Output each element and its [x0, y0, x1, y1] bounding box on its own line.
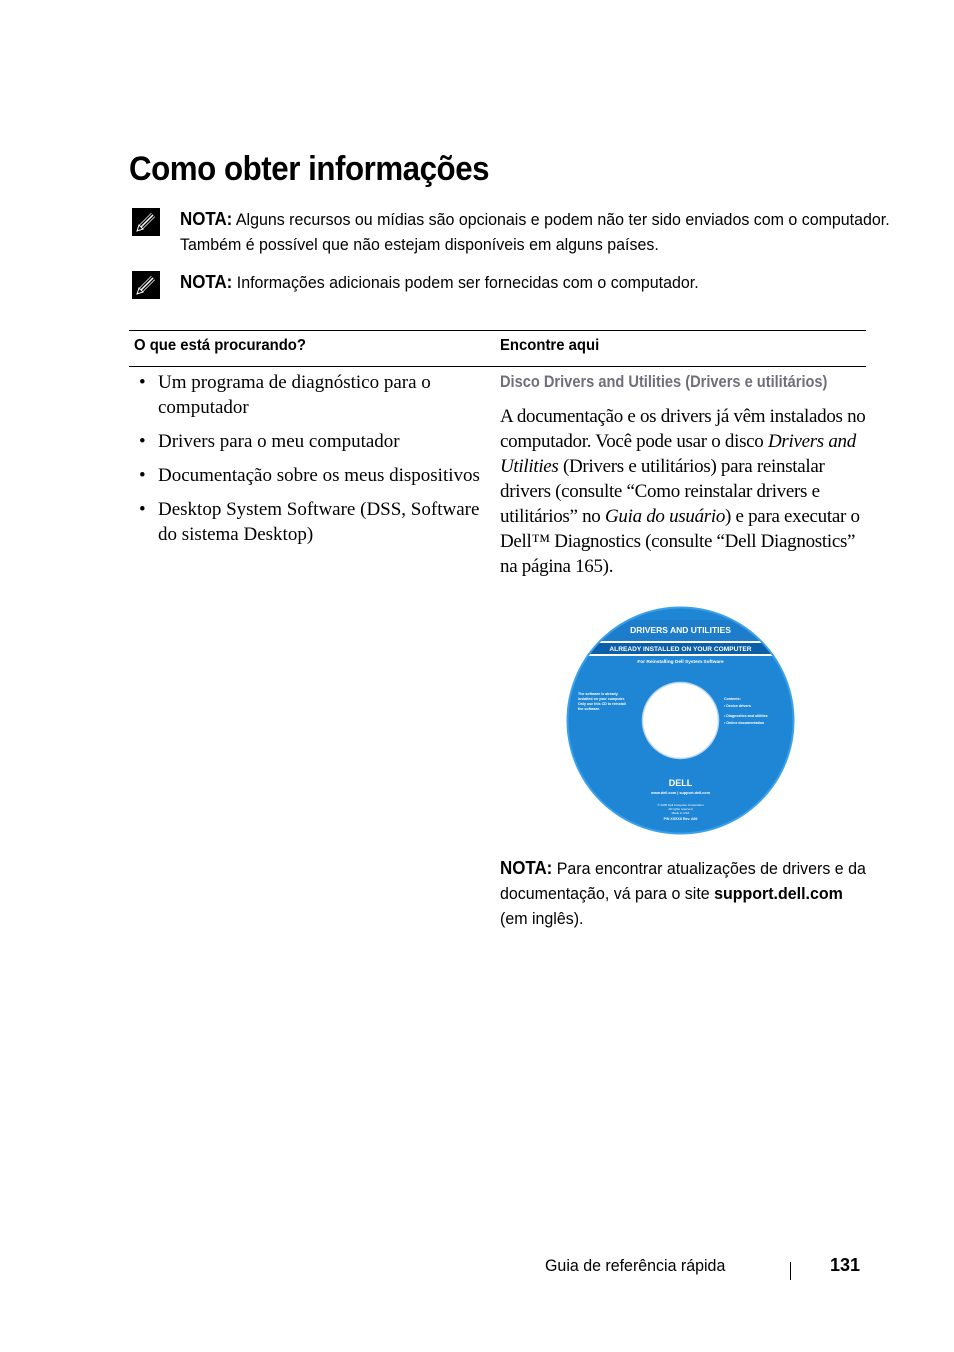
cd-description: A documentação e os drivers já vêm instalados no computador. Você pode usar o disco Drivers and Utilities (Drivers e utilitários) para reinstalar drivers (consulte “Como reinstalar drivers e utilitários” no Guia do usuário) e para executar o Dell™ Diagnostics (consulte “Dell Diagnostics” na página 165).	[500, 406, 866, 577]
pencil-note-icon	[131, 207, 161, 237]
support-site-link[interactable]: support.dell.com	[714, 884, 843, 903]
drivers-utilities-cd-image	[566, 606, 795, 835]
svg-text:• Online documentation: • Online documentation	[724, 721, 765, 725]
svg-text:Made in USA: Made in USA	[671, 811, 690, 815]
table-header-find-here: Encontre aqui	[500, 337, 600, 354]
list-item: • Desktop System Software (DSS, Software do sistema Desktop)	[139, 499, 480, 545]
svg-text:P/N XXXXX Rev. A00: P/N XXXXX Rev. A00	[663, 817, 698, 821]
svg-text:Only use this CD to reinstall: Only use this CD to reinstall	[578, 702, 626, 706]
table-header-looking-for: O que está procurando?	[134, 337, 306, 354]
cd-subheading: Disco Drivers and Utilities (Drivers e utilitários)	[500, 372, 828, 391]
table-top-rule	[129, 330, 866, 331]
cd-tagline-text: For Reinstalling Dell System Software	[637, 660, 724, 665]
svg-text:the software.: the software.	[578, 707, 601, 711]
pencil-note-icon	[131, 270, 161, 300]
cd-subtitle-text: ALREADY INSTALLED ON YOUR COMPUTER	[609, 646, 752, 653]
note-support-site: NOTA: Para encontrar atualizações de drivers e da documentação, vá para o site support.dell.com (em inglês).	[500, 858, 866, 928]
svg-text:www.dell.com | support.dell.co: www.dell.com | support.dell.com	[651, 791, 710, 795]
svg-text:All rights reserved: All rights reserved	[668, 807, 693, 811]
looking-for-list	[139, 370, 494, 556]
note-label: NOTA:	[500, 858, 553, 878]
cd-disc-icon	[566, 606, 795, 835]
note-optional-media	[131, 207, 890, 257]
cd-title-text: DRIVERS AND UTILITIES	[630, 625, 731, 635]
svg-text:• Device drivers: • Device drivers	[724, 704, 751, 708]
note-label: NOTA:	[180, 272, 233, 292]
list-item: • Drivers para o meu computador	[139, 431, 400, 452]
table-header-rule	[129, 366, 866, 367]
svg-text:installed on your computer.: installed on your computer.	[578, 697, 625, 701]
note-label: NOTA:	[180, 209, 233, 229]
page-title: Como obter informações	[129, 150, 490, 188]
svg-text:• Diagnostics and utilities: • Diagnostics and utilities	[724, 714, 768, 718]
list-item: • Documentação sobre os meus dispositivos	[139, 465, 480, 486]
list-item: • Um programa de diagnóstico para o computador	[139, 372, 431, 418]
footer-guide-title: Guia de referência rápida	[545, 1256, 726, 1275]
dell-logo: DELL	[668, 778, 693, 788]
page-number: 131	[830, 1255, 861, 1275]
note-additional-info	[131, 270, 866, 295]
svg-text:Contents:: Contents:	[724, 697, 741, 701]
svg-text:© 2005 Dell Computer Corporati: © 2005 Dell Computer Corporation	[657, 803, 704, 807]
note-text: Alguns recursos ou mídias são opcionais e podem não ter sido enviados com o computador. Também é possível que não estejam disponíveis em alguns países.	[180, 210, 890, 254]
footer-divider	[790, 1262, 791, 1280]
find-here-column	[500, 371, 866, 579]
note-text: Informações adicionais podem ser fornecidas com o computador.	[236, 273, 699, 292]
svg-text:The software is already: The software is already	[578, 692, 618, 696]
